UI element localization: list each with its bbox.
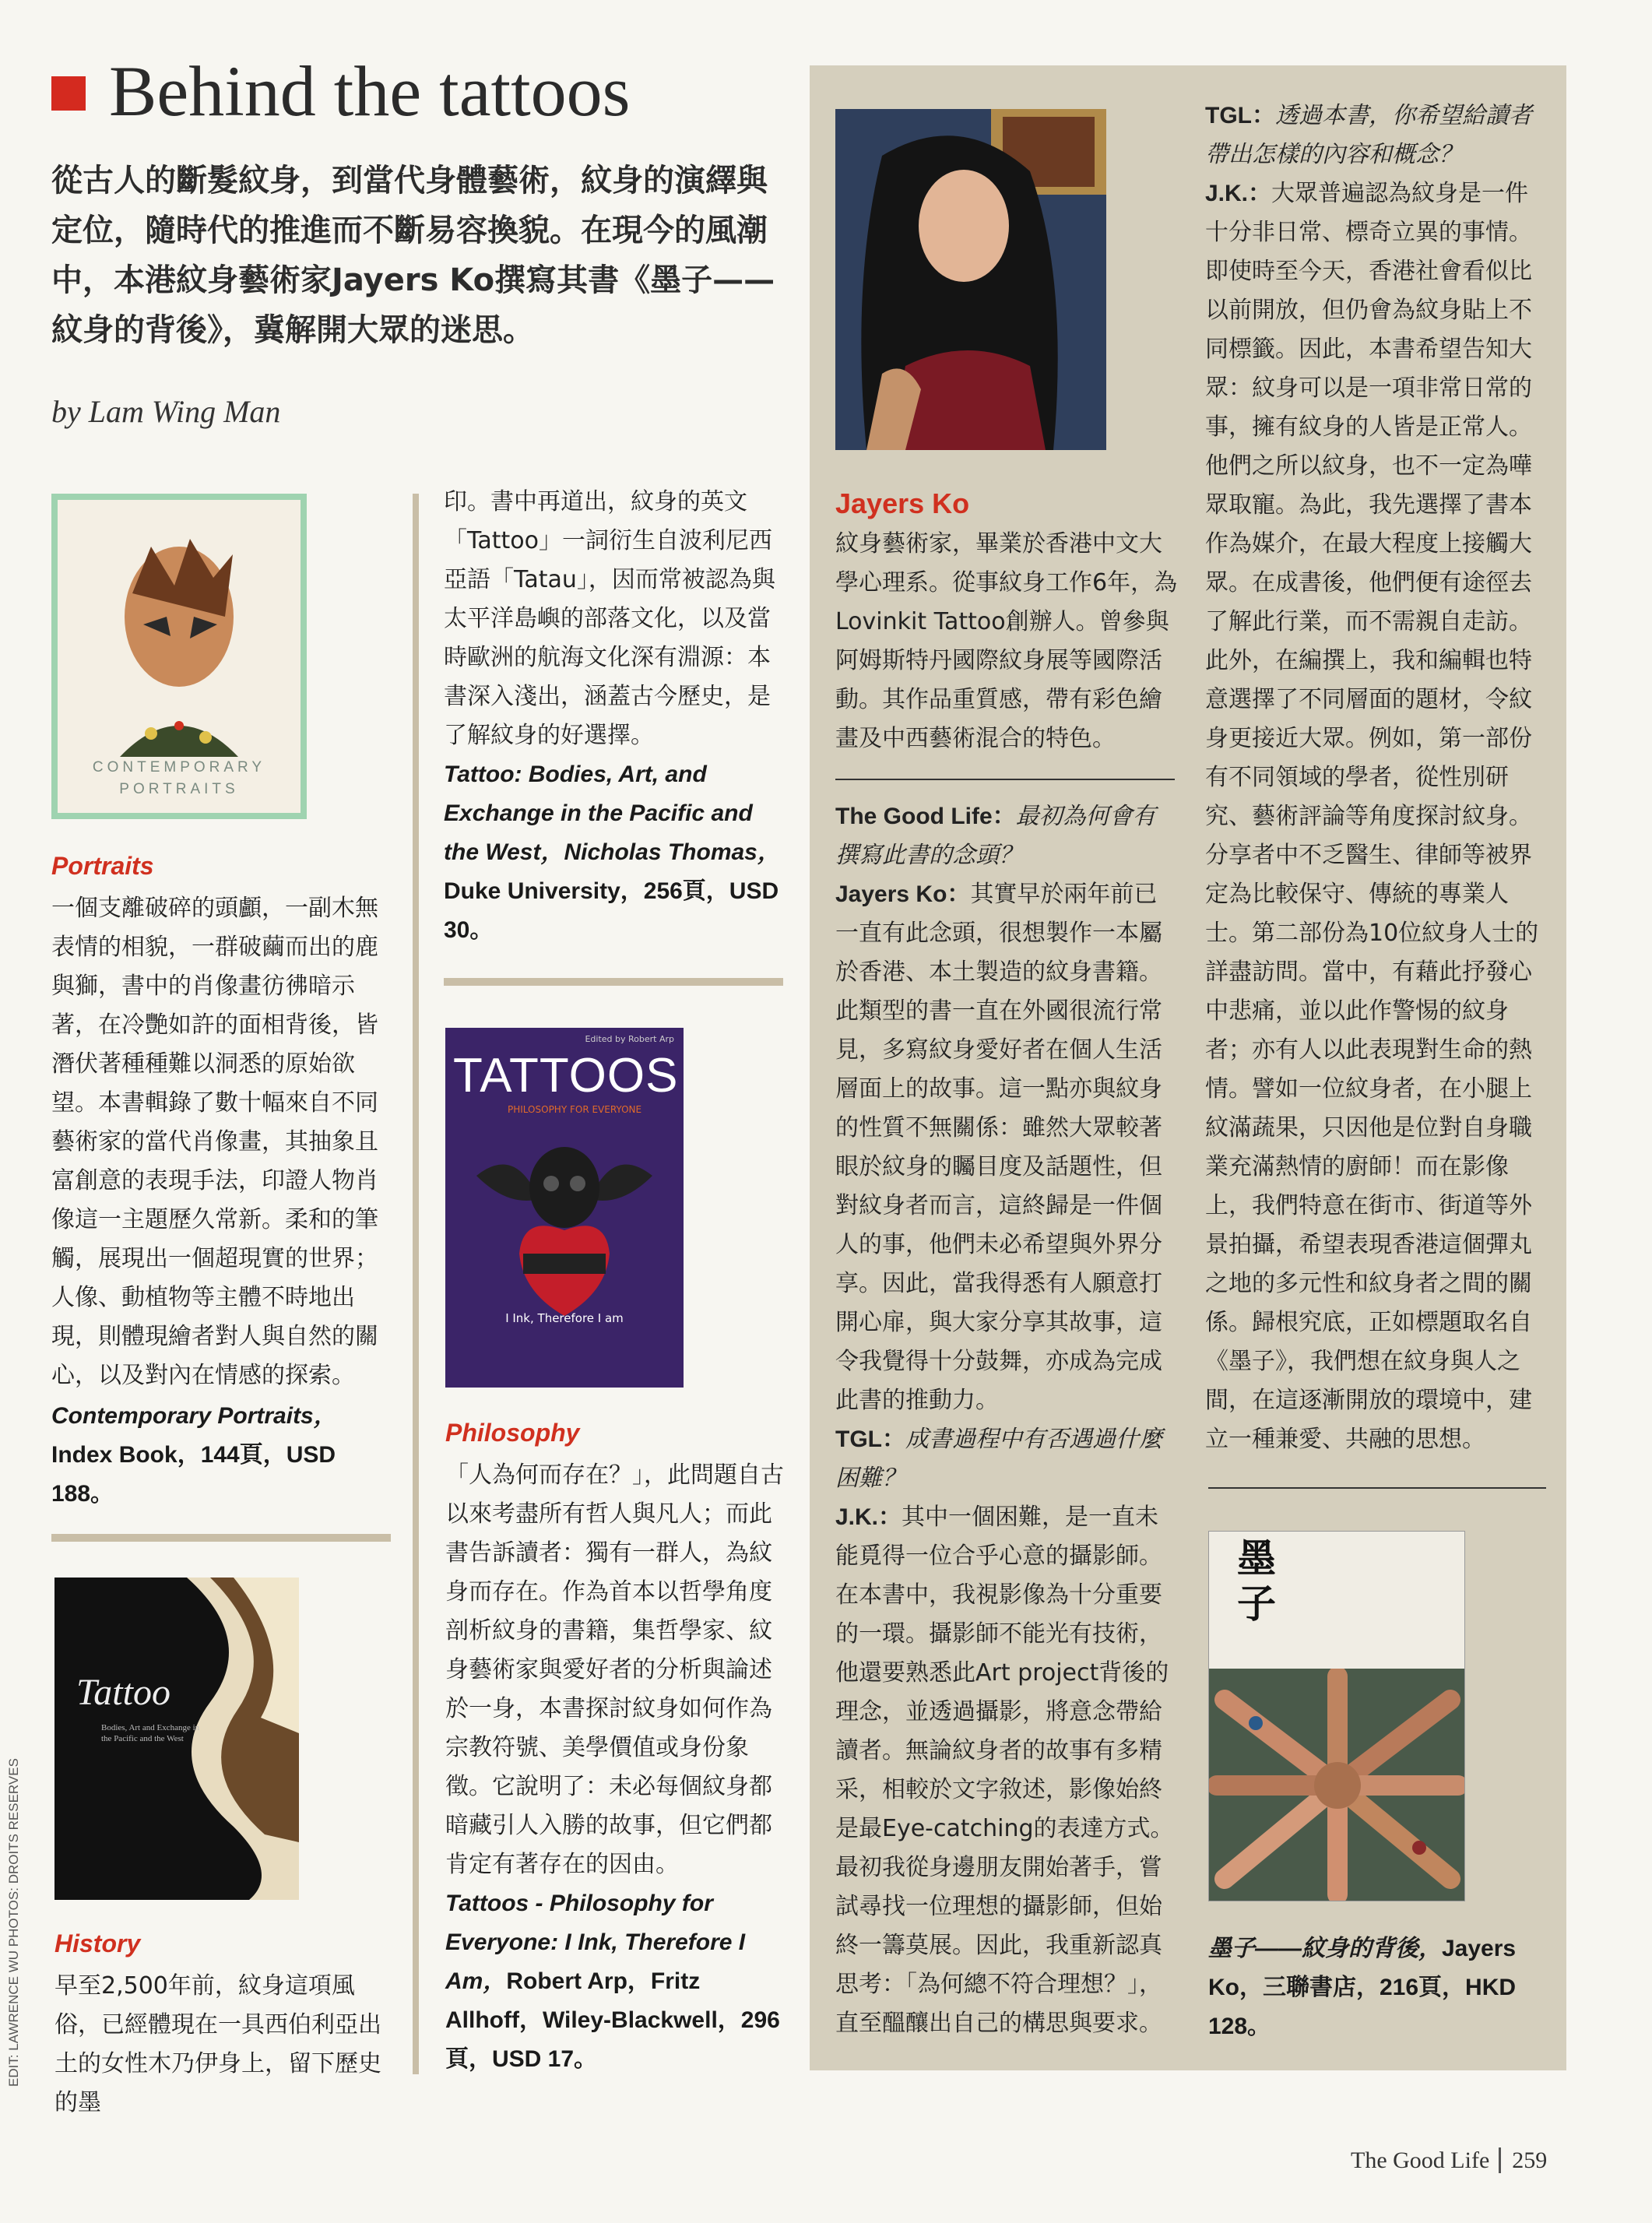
philosophy-body: 「人為何而存在？」，此問題自古以來考盡所有哲人與凡人；而此書告訴讀者：獨有一群人，為紋身而存在。作為首本以哲學角度剖析紋身的書籍，集哲學家、紋身藝術家與愛好者的分析與論述於一身，本書探討紋身如何作為宗教符號、美學價值或身份象徵。它說明了：未必每個紋身都暗藏引人入勝的故事，但它們都肯定有著存在的因由。 bbox=[445, 1461, 784, 1878]
a3-text: 大眾普遍認為紋身是一件十分非日常、標奇立異的事情。即使時至今天，香港社會看似比以前開放，但仍會為紋身貼上不同標籤。因此，本書希望告知大眾：紋身可以是一項非常日常的事，擁有紋身的人皆是正常人。他們之所以紋身，也不一定為嘩眾取寵。為此，我先選擇了書本作為媒介，在最大程度上接觸大眾。在成書後，他們便有途徑去了解此行業，而不需親自走訪。此外，在編撰上，我和編輯也特意選擇了不同層面的題材，令紋身更接近大眾。例如，第一部份有不同領域的學者，從性別研究、藝術評論等角度探討紋身。分享者中不乏醫生、律師等被界定為比較保守、傳統的專業人士。第二部份為10位紋身人士的詳盡訪問。當中，有藉此抒發心中悲痛，並以此作警惕的紋身者；亦有人以此表現對生命的熱情。譬如一位紋身者，在小腿上紋滿蔬果，只因他是位對自身職業充滿熱情的廚師！而在影像上，我們特意在街市、街道等外景拍攝，希望表現香港這個彈丸之地的多元性和紋身者之間的關係。歸根究底，正如標題取名自《墨子》，我們想在紋身與人之間，在這逐漸開放的環境中，建立一種兼愛、共融的思想。 bbox=[1205, 180, 1539, 1453]
portraits-cover-title: CONTEMPORARY PORTRAITS bbox=[92, 759, 266, 797]
q2-text: 成書過程中有否遇過什麼困難？ bbox=[835, 1426, 1162, 1492]
title-marker bbox=[51, 76, 86, 111]
featured-book-cover bbox=[1208, 1531, 1465, 1901]
tattooed-arms-illustration bbox=[1209, 1669, 1465, 1901]
interview-q1-a1 bbox=[835, 797, 1178, 1420]
history-cover-title: Tattoo bbox=[76, 1672, 170, 1713]
profile-rule bbox=[835, 779, 1175, 780]
interview-q2-a2 bbox=[835, 1420, 1178, 2043]
featured-bookref bbox=[1208, 1929, 1551, 2046]
philosophy-cover-quote: I Ink, Therefore I am bbox=[505, 1311, 624, 1325]
page-number: 259 bbox=[1499, 2147, 1547, 2173]
section-head-history: History bbox=[54, 1929, 141, 1957]
a1-text: 其實早於兩年前已一直有此念頭，很想製作一本屬於香港、本土製造的紋身書籍。此類型的書一直在外國很流行常見，多寫紋身愛好者在個人生活層面上的故事。這一點亦與紋身的性質不無關係：雖然大眾較著眼於紋身的矚目度及話題性，但對紋身者而言，這終歸是一件個人的事，他們未必希望與外界分享。因此，當我得悉有人願意打開心扉，與大家分享其故事，這令我覺得十分鼓舞，亦成為完成此書的推動力。 bbox=[835, 881, 1162, 1414]
a2-text: 其中一個困難，是一直未能覓得一位合乎心意的攝影師。在本書中，我視影像為十分重要的一環。攝影師不能光有技術，他還要熟悉此Art project背後的理念，並透過攝影，將意念帶給讀者。無論紋身者的故事有多精采，相較於文字敘述，影像始終是最Eye-catching的表達方式。最初我從身邊朋友開始著手，嘗試尋找一位理想的攝影師，但始終一籌莫展。因此，我重新認真思考：「為何總不符合理想？」，直至醞釀出自己的構思與要求。 bbox=[835, 1504, 1174, 2037]
history-ref-title: Tattoo: Bodies, Art, and Exchange in the Pacific and the West，Nicholas Thomas， bbox=[444, 762, 781, 865]
interview-q3-a3 bbox=[1205, 97, 1548, 1459]
q1-text: 最初為何會有撰寫此書的念頭？ bbox=[835, 803, 1156, 869]
portraits-ref-rest: Index Book，144頁，USD 188。 bbox=[51, 1442, 336, 1507]
history-cover-subtitle: Bodies, Art and Exchange in the Pacific and the West bbox=[101, 1723, 200, 1743]
col2-divider bbox=[444, 978, 783, 986]
section-head-philosophy: Philosophy bbox=[445, 1419, 580, 1447]
q2-label: TGL： bbox=[835, 1426, 905, 1452]
history-ref-rest: Duke University，256頁，USD 30。 bbox=[444, 878, 779, 943]
history-bookref bbox=[444, 755, 786, 950]
featured-rule bbox=[1208, 1487, 1546, 1489]
section-head-portraits: Portraits bbox=[51, 852, 154, 880]
portraits-bookref bbox=[51, 1397, 394, 1514]
featured-cover-title: 墨子 bbox=[1237, 1536, 1276, 1627]
q1-label: The Good Life： bbox=[835, 804, 1016, 829]
profile-name: Jayers Ko bbox=[835, 487, 970, 519]
col1-divider bbox=[51, 1534, 391, 1542]
history-cover bbox=[54, 1578, 299, 1900]
portraits-body: 一個支離破碎的頭顱，一副木無表情的相貌，一群破繭而出的鹿與獅，書中的肖像畫彷彿暗示著，在冷艷如許的面相背後，皆潛伏著種種難以洞悉的原始欲望。本書輯錄了數十幅來自不同藝術家的當代肖像畫，其抽象且富創意的表現手法，印證人物肖像這一主題歷久常新。柔和的筆觸，展現出一個超現實的世界；人像、動植物等主體不時地出現，則體現繪者對人與自然的關心，以及對內在情感的探索。 bbox=[51, 895, 378, 1389]
philosophy-cover bbox=[445, 1028, 684, 1388]
page-title: Behind the tattoos bbox=[109, 51, 631, 131]
history-body-continued: 印。書中再道出，紋身的英文「Tattoo」一詞衍生自波利尼西亞語「Tatau」，因而常被認為與太平洋島嶼的部落文化，以及當時歐洲的航海文化深有淵源：本書深入淺出，涵蓋古今歷史，是了解紋身的好選擇。 bbox=[444, 488, 775, 749]
portraits-ref-title: Contemporary Portraits， bbox=[51, 1403, 337, 1429]
philosophy-cover-edited: Edited by Robert Arp bbox=[585, 1034, 674, 1044]
featured-ref-title: 墨子——紋身的背後， bbox=[1208, 1936, 1442, 1961]
col2-vertical-rule bbox=[413, 494, 419, 2074]
portraits-cover bbox=[51, 494, 307, 819]
a1-label: Jayers Ko： bbox=[835, 881, 971, 907]
philosophy-cover-title: TATTOOS bbox=[453, 1049, 679, 1103]
history-body: 早至2,500年前，紋身這項風俗，已經體現在一具西伯利亞出土的女性木乃伊身上，留下歷史的墨 bbox=[54, 1972, 381, 2116]
page-footer bbox=[1351, 2147, 1547, 2174]
philosophy-bookref bbox=[445, 1884, 788, 2079]
photo-credit: EDIT: LAWRENCE WU PHOTOS: DROITS RESERVES bbox=[6, 1758, 21, 2087]
featured-ref-rest: Jayers Ko，三聯書店，216頁，HKD 128。 bbox=[1208, 1936, 1517, 2039]
a3-label: J.K.： bbox=[1205, 181, 1272, 206]
a2-label: J.K.： bbox=[835, 1504, 902, 1530]
byline: by Lam Wing Man bbox=[51, 394, 281, 429]
philosophy-ref-title: Tattoos - Philosophy for Everyone: I Ink, Therefore I Am， bbox=[445, 1891, 746, 1994]
magazine-name: The Good Life bbox=[1351, 2147, 1490, 2173]
philosophy-ref-rest: Robert Arp，Fritz Allhoff，Wiley-Blackwell，296頁，USD 17。 bbox=[445, 1968, 780, 2072]
q3-text: 透過本書，你希望給讀者帶出怎樣的內容和概念？ bbox=[1205, 102, 1532, 168]
intro-paragraph: 從古人的斷髮紋身，到當代身體藝術，紋身的演繹與定位，隨時代的推進而不斷易容換貌。在現今的風潮中，本港紋身藝術家Jayers Ko撰寫其書《墨子——紋身的背後》，冀解開大眾的迷思。 bbox=[51, 163, 775, 348]
profile-bio: 紋身藝術家，畢業於香港中文大學心理系。從事紋身工作6年，為Lovinkit Tattoo創辦人。曾參與阿姆斯特丹國際紋身展等國際活動。其作品重質感，帶有彩色繪畫及中西藝術混合的特色。 bbox=[835, 530, 1178, 752]
q3-label: TGL： bbox=[1205, 103, 1275, 128]
portrait-photo bbox=[835, 109, 1106, 450]
jayers-ko-photo bbox=[835, 109, 1106, 450]
philosophy-cover-subtitle: PHILOSOPHY FOR EVERYONE bbox=[508, 1104, 642, 1115]
